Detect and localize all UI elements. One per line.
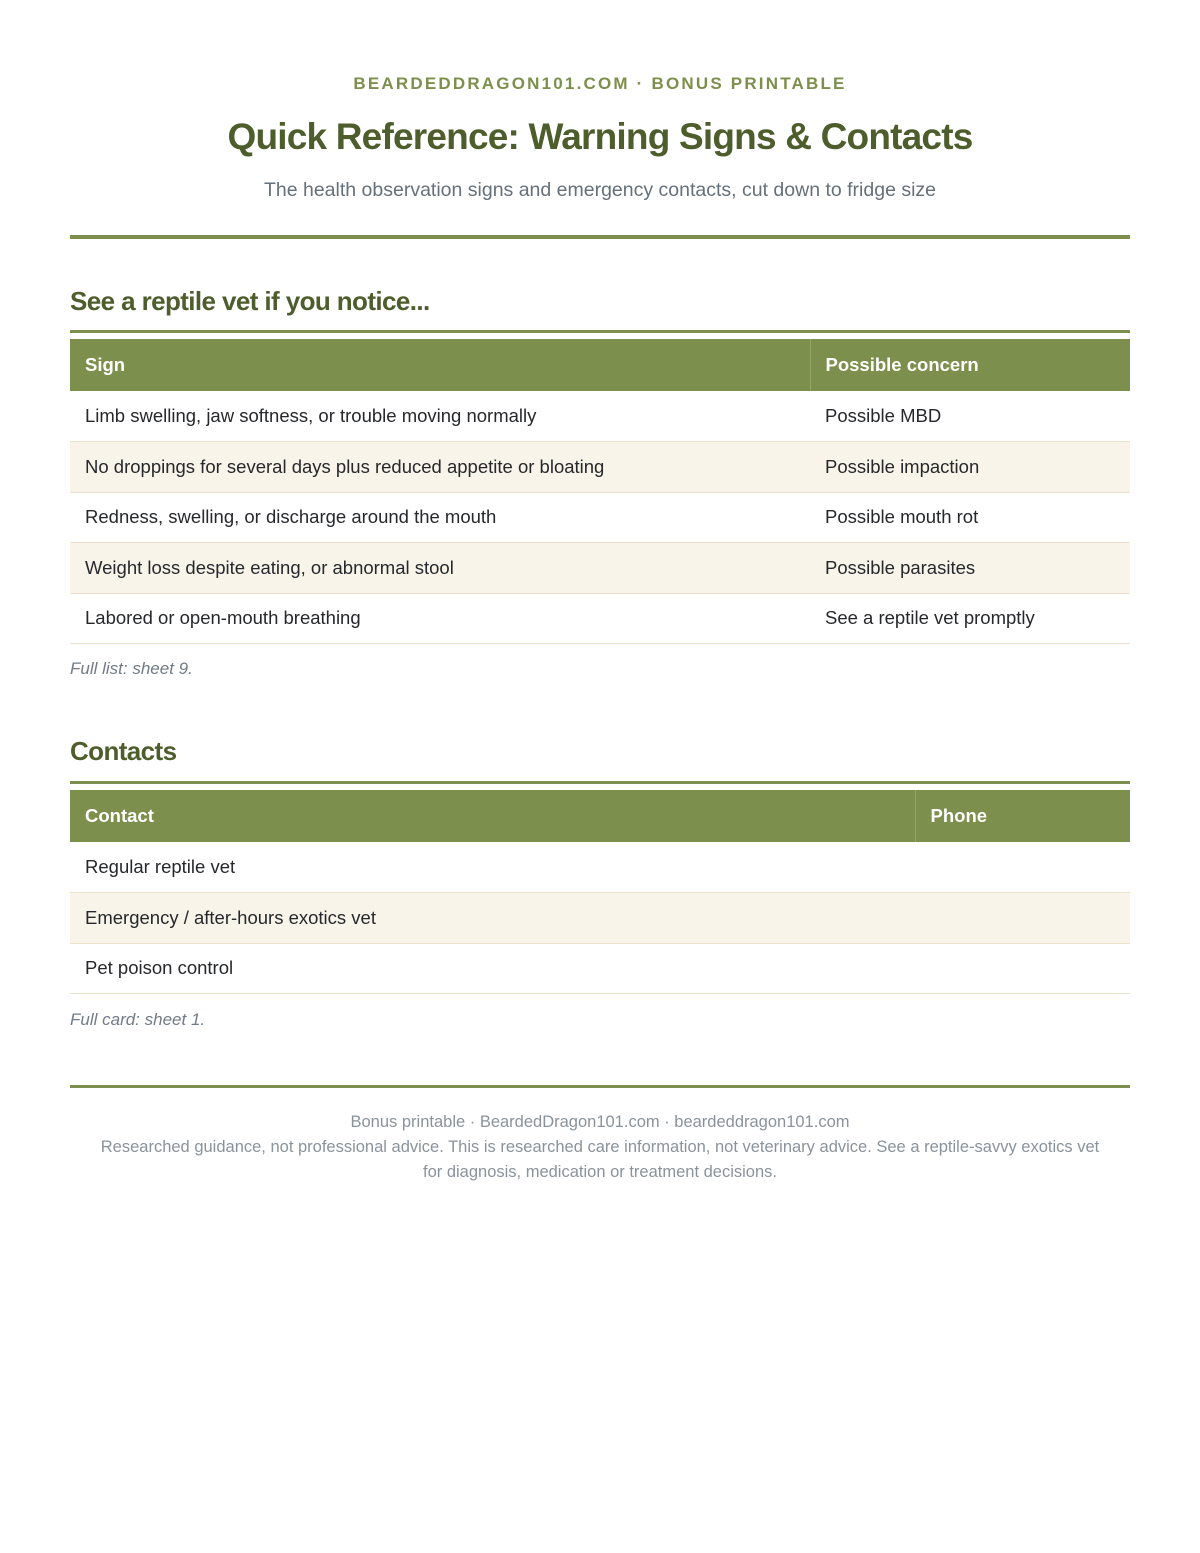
sign-cell: Limb swelling, jaw softness, or trouble moving normally <box>70 391 810 442</box>
contacts-heading-rule <box>70 781 1130 784</box>
contacts-note: Full card: sheet 1. <box>70 1010 206 1029</box>
signs-heading-rule <box>70 330 1130 333</box>
site-eyebrow: BEARDEDDRAGON101.COM · BONUS PRINTABLE <box>353 74 847 93</box>
table-row <box>70 893 1130 944</box>
sign-cell: No droppings for several days plus reduced appetite or bloating <box>70 442 810 493</box>
page-footer <box>90 1110 1110 1185</box>
table-row <box>70 943 1130 994</box>
table-row <box>70 543 1130 594</box>
contact-cell: Emergency / after-hours exotics vet <box>70 893 915 944</box>
column-header-phone: Phone <box>915 790 1130 842</box>
table-row <box>70 593 1130 644</box>
column-header-concern: Possible concern <box>810 339 1130 391</box>
concern-cell: Possible MBD <box>810 391 1130 442</box>
table-row <box>70 842 1130 893</box>
signs-note: Full list: sheet 9. <box>70 659 193 678</box>
sign-cell: Weight loss despite eating, or abnormal stool <box>70 543 810 594</box>
table-row <box>70 492 1130 543</box>
page-title: Quick Reference: Warning Signs & Contacts <box>227 116 973 157</box>
sign-cell: Labored or open-mouth breathing <box>70 593 810 644</box>
contacts-table <box>70 790 1130 994</box>
contact-cell: Pet poison control <box>70 943 915 994</box>
concern-cell: Possible mouth rot <box>810 492 1130 543</box>
concern-cell: See a reptile vet promptly <box>810 593 1130 644</box>
phone-cell[interactable] <box>915 893 1130 944</box>
header-divider <box>70 235 1130 239</box>
phone-cell[interactable] <box>915 943 1130 994</box>
sign-cell: Redness, swelling, or discharge around the mouth <box>70 492 810 543</box>
signs-heading: See a reptile vet if you notice... <box>70 286 430 316</box>
phone-cell[interactable] <box>915 842 1130 893</box>
column-header-sign: Sign <box>70 339 810 391</box>
column-header-contact: Contact <box>70 790 915 842</box>
concern-cell: Possible parasites <box>810 543 1130 594</box>
concern-cell: Possible impaction <box>810 442 1130 493</box>
signs-table <box>70 339 1130 644</box>
contacts-heading: Contacts <box>70 736 177 766</box>
page-subtitle: The health observation signs and emergency contacts, cut down to fridge size <box>263 179 937 201</box>
footer-disclaimer: Researched guidance, not professional advice. This is researched care information, not veterinary advice. See a reptile-savvy exotics vet for diagnosis, medication or treatment decisions. <box>100 1138 1100 1181</box>
table-row <box>70 391 1130 442</box>
signs-table-header <box>70 339 1130 391</box>
table-row <box>70 442 1130 493</box>
footer-divider <box>70 1085 1130 1088</box>
footer-site-line: Bonus printable · BeardedDragon101.com · beardeddragon101.com <box>350 1113 850 1131</box>
contact-cell: Regular reptile vet <box>70 842 915 893</box>
contacts-table-header <box>70 790 1130 842</box>
